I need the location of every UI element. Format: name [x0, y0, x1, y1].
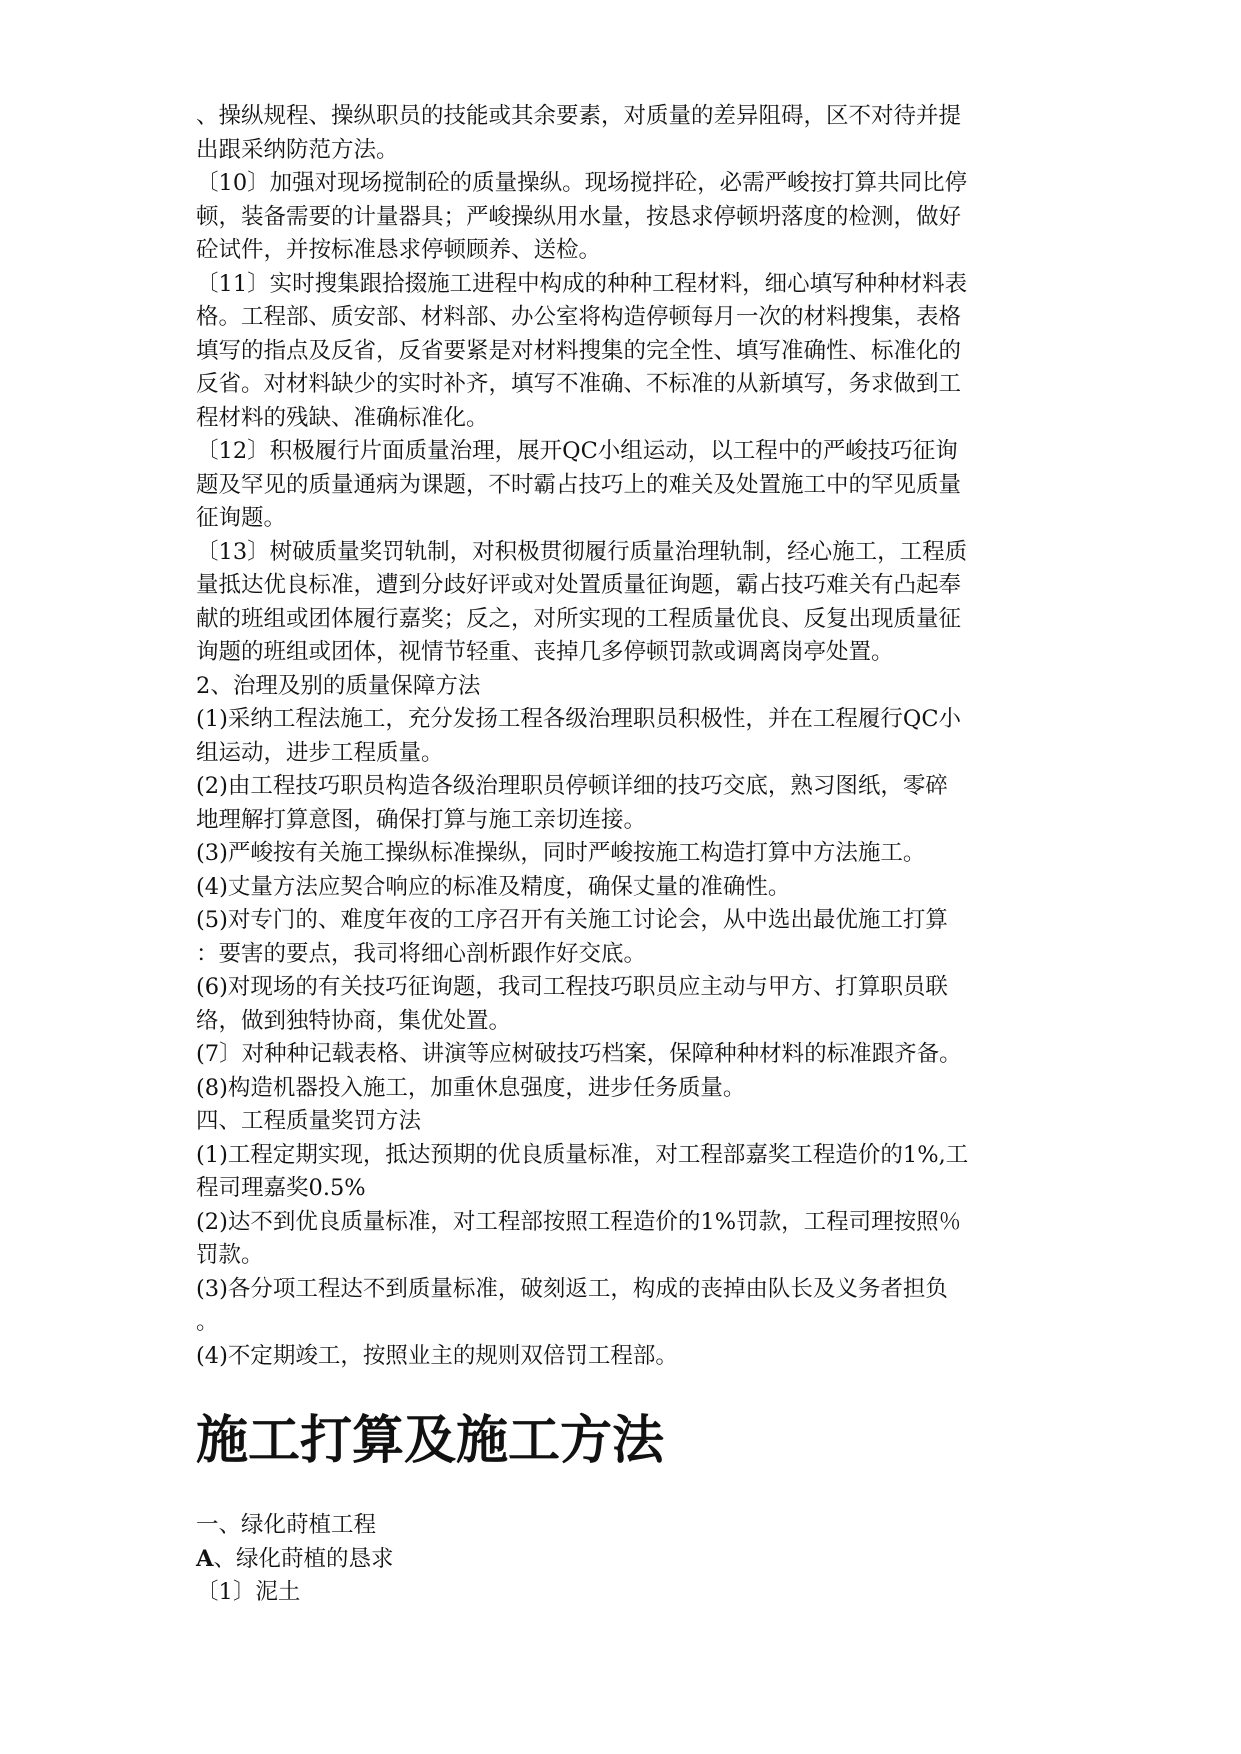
document-page [196, 100, 1052, 1610]
paragraph-line: 络，做到独特协商，集优处置。 [196, 1007, 512, 1034]
section-title-text: 一、绿化莳植工程 [196, 1512, 377, 1538]
paragraph [196, 837, 1052, 871]
paragraph [196, 1105, 1052, 1139]
paragraph [196, 167, 1052, 268]
paragraph-line: 格。工程部、质安部、材料部、办公室将构造停顿每月一次的材料搜集，表格 [196, 304, 962, 330]
paragraph [196, 770, 1052, 837]
paragraph-line: (8)构造机器投入施工，加重休息强度，进步任务质量。 [196, 1074, 746, 1101]
paragraph-line: 〔13〕树破质量奖罚轨制，对积极贯彻履行质量治理轨制，经心施工，工程质 [196, 538, 968, 565]
paragraph-line: (2)由工程技巧职员构造各级治理职员停顿详细的技巧交底，熟习图纸，零碎 [196, 773, 948, 799]
paragraph-line: (1)采纳工程法施工，充分发扬工程各级治理职员积极性，并在工程履行QC小 [196, 706, 962, 732]
paragraph [196, 1206, 1052, 1273]
paragraph-line: 〔10〕加强对现场搅制砼的质量操纵。现场搅拌砼，必需严峻按打算共同比停 [196, 170, 968, 196]
paragraph [196, 971, 1052, 1038]
subsection-letter: A [196, 1545, 214, 1572]
paragraph-line: (6)对现场的有关技巧征询题，我司工程技巧职员应主动与甲方、打算职员联 [196, 974, 948, 1000]
paragraph-line: 征询题。 [196, 505, 287, 531]
paragraph-line: 〔12〕积极履行片面质量治理，展开QC小组运动，以工程中的严峻技巧征询 [196, 438, 958, 464]
paragraph-line: 砼试件，并按标准恳求停顿顾养、送检。 [196, 237, 602, 263]
paragraph [196, 1340, 1052, 1374]
paragraph [196, 871, 1052, 905]
paragraph-line: 题及罕见的质量通病为课题，不时霸占技巧上的难关及处置施工中的罕见质量 [196, 471, 962, 498]
paragraph [196, 1273, 1052, 1340]
paragraph-line: 四、工程质量奖罚方法 [196, 1108, 422, 1134]
paragraph [196, 1038, 1052, 1072]
paragraph-line: 顿，装备需要的计量器具；严峻操纵用水量，按恳求停顿坍落度的检测，做好 [196, 203, 962, 230]
paragraph-line: 填写的指点及反省，反省要紧是对材料搜集的完全性、填写准确性、标准化的 [196, 337, 962, 364]
section-heading: 施工打算及施工方法 [196, 1411, 665, 1471]
subsection-title-line [196, 1543, 1052, 1577]
paragraph-line: 量抵达优良标准，遭到分歧好评或对处置质量征询题，霸占技巧难关有凸起奉 [196, 572, 962, 598]
subsection-title [196, 1543, 1052, 1577]
paragraph-line: 2、治理及别的质量保障方法 [196, 672, 481, 699]
paragraph [196, 670, 1052, 704]
paragraph-line: (4)不定期竣工，按照业主的规则双倍罚工程部。 [196, 1342, 678, 1369]
paragraph-line: (1)工程定期实现，抵达预期的优良质量标准，对工程部嘉奖工程造价的1%,工 [196, 1141, 969, 1168]
paragraph-line: 程材料的残缺、准确标准化。 [196, 404, 489, 431]
list-item-text: 〔1〕泥土 [196, 1579, 301, 1605]
paragraph [196, 1072, 1052, 1106]
document-body [196, 100, 1052, 1373]
paragraph-line: (3)严峻按有关施工操纵标准操纵，同时严峻按施工构造打算中方法施工。 [196, 840, 926, 866]
paragraph-line: 〔11〕实时搜集跟拾掇施工进程中构成的种种工程材料，细心填写种种材料表 [196, 270, 968, 297]
paragraph-line: (7〕对种种记载表格、讲演等应树破技巧档案，保障种种材料的标准跟齐备。 [196, 1041, 962, 1067]
paragraph-line: 询题的班组或团体，视情节轻重、丧掉几多停顿罚款或调离岗亭处置。 [196, 639, 894, 665]
paragraph-line: 程司理嘉奖0.5% [196, 1175, 366, 1201]
paragraph-line: (3)各分项工程达不到质量标准，破刻返工，构成的丧掉由队长及义务者担负 [196, 1275, 948, 1302]
bottom-body [196, 1509, 1052, 1610]
paragraph-line: (5)对专门的、难度年夜的工序召开有关施工讨论会，从中选出最优施工打算 [196, 907, 948, 933]
paragraph-line: 。 [196, 1309, 219, 1335]
paragraph-line: (4)丈量方法应契合响应的标准及精度，确保丈量的准确性。 [196, 873, 791, 900]
paragraph-line: (2)达不到优良质量标准，对工程部按照工程造价的1%罚款，工程司理按照％ [196, 1208, 962, 1235]
paragraph-line: ：要害的要点，我司将细心剖析跟作好交底。 [196, 940, 647, 967]
paragraph [196, 904, 1052, 971]
paragraph [196, 703, 1052, 770]
paragraph-line: 出跟采纳防范方法。 [196, 136, 399, 163]
paragraph [196, 435, 1052, 536]
paragraph-line: 地理解打算意图，确保打算与施工亲切连接。 [196, 806, 647, 833]
paragraph [196, 268, 1052, 436]
paragraph [196, 536, 1052, 670]
paragraph-line: 、操纵规程、操纵职员的技能或其余要素，对质量的差异阻碍，区不对待并提 [196, 103, 962, 129]
list-item [196, 1576, 1052, 1610]
section-title [196, 1509, 1052, 1543]
paragraph-line: 献的班组或团体履行嘉奖；反之，对所实现的工程质量优良、反复出现质量征 [196, 605, 962, 632]
paragraph [196, 1139, 1052, 1206]
subsection-title-text: 、绿化莳植的恳求 [213, 1545, 394, 1572]
paragraph-line: 反省。对材料缺少的实时补齐，填写不准确、不标准的从新填写，务求做到工 [196, 371, 962, 397]
paragraph-line: 组运动，进步工程质量。 [196, 739, 444, 766]
paragraph-line: 罚款。 [196, 1242, 264, 1268]
paragraph [196, 100, 1052, 167]
